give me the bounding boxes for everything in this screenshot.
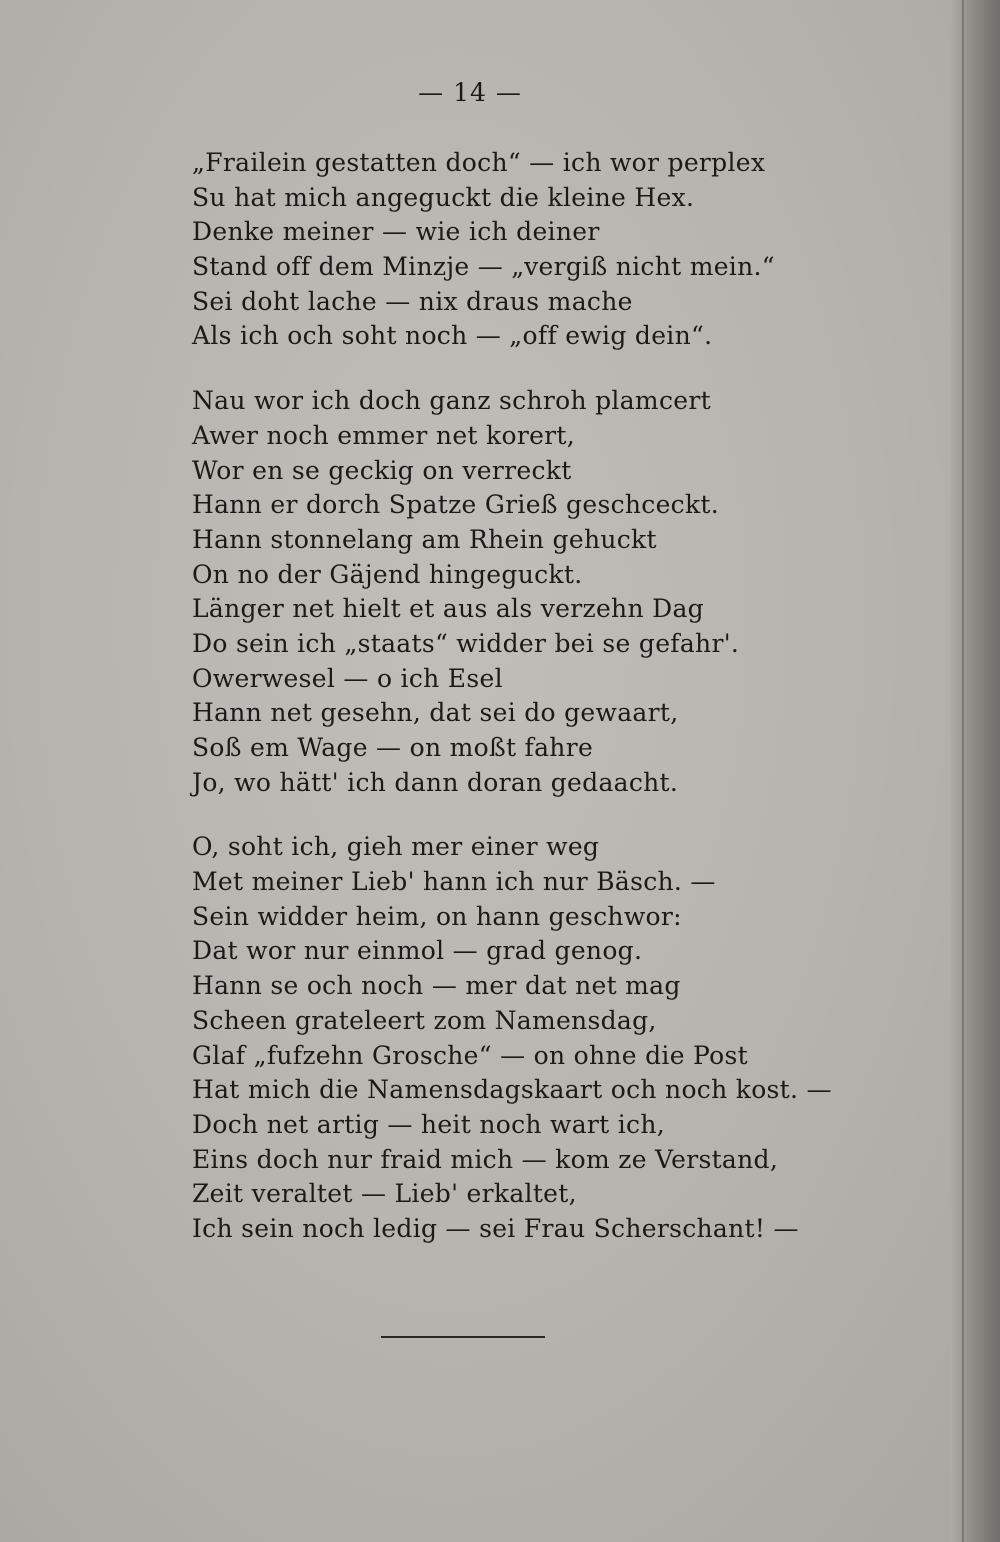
poem-line: Denke meiner — wie ich deiner	[192, 217, 600, 247]
poem-line: Dat wor nur einmol — grad genog.	[192, 936, 643, 966]
poem-line: Awer noch emmer net korert,	[192, 420, 576, 450]
poem-line: On no der Gäjend hingeguckt.	[192, 559, 583, 589]
poem-line: Glaf „fufzehn Grosche“ — on ohne die Post	[192, 1040, 748, 1070]
poem-line: Hann stonnelang am Rhein gehuckt	[192, 524, 657, 554]
poem-line: Zeit veraltet — Lieb' erkaltet,	[192, 1179, 577, 1209]
poem-line: Ich sein noch ledig — sei Frau Scherschant! —	[192, 1213, 799, 1243]
stanza-spacer	[192, 354, 832, 384]
poem-line: Wor en se geckig on verreckt	[192, 455, 572, 485]
poem-line: Hann er dorch Spatze Grieß geschceckt.	[192, 490, 720, 520]
poem-line: Eins doch nur fraid mich — kom ze Verstand,	[192, 1144, 779, 1174]
poem-line: „Frailein gestatten doch“ — ich wor perplex	[192, 148, 766, 177]
stanza-spacer	[192, 800, 832, 830]
poem-line: Su hat mich angeguckt die kleine Hex.	[192, 182, 695, 212]
poem-line: Doch net artig — heit noch wart ich,	[192, 1109, 666, 1139]
end-rule-divider	[381, 1336, 545, 1338]
poem-line: Soß em Wage — on moßt fahre	[192, 733, 594, 762]
stanza-2	[192, 384, 832, 800]
poem-line: Sei doht lache — nix draus mache	[192, 286, 633, 316]
poem-text	[192, 146, 832, 1247]
poem-line: Als ich och soht noch — „off ewig dein“.	[192, 321, 713, 351]
poem-line: Jo, wo hätt' ich dann doran gedaacht.	[192, 767, 679, 797]
page-number: — 14 —	[418, 78, 522, 107]
poem-line: Scheen grateleert zom Namensdag,	[192, 1005, 657, 1035]
poem-line: Do sein ich „staats“ widder bei se gefahr'.	[192, 628, 740, 658]
poem-line: Länger net hielt et aus als verzehn Dag	[192, 594, 704, 624]
poem-line: Hann se och noch — mer dat net mag	[192, 971, 681, 1001]
poem-line: Owerwesel — o ich Esel	[192, 663, 503, 693]
page-fold-line	[962, 0, 964, 1542]
poem-line: Nau wor ich doch ganz schroh plamcert	[192, 386, 711, 416]
page-gutter-shadow	[950, 0, 1000, 1542]
poem-line: Stand off dem Minzje — „vergiß nicht mein.“	[192, 252, 775, 282]
stanza-3	[192, 830, 832, 1246]
poem-line: Sein widder heim, on hann geschwor:	[192, 901, 682, 931]
poem-line: Met meiner Lieb' hann ich nur Bäsch. —	[192, 867, 716, 897]
poem-line: Hann net gesehn, dat sei do gewaart,	[192, 698, 679, 728]
stanza-1	[192, 146, 832, 354]
poem-line: Hat mich die Namensdagskaart och noch kost. —	[192, 1075, 832, 1105]
poem-line: O, soht ich, gieh mer einer weg	[192, 832, 600, 862]
